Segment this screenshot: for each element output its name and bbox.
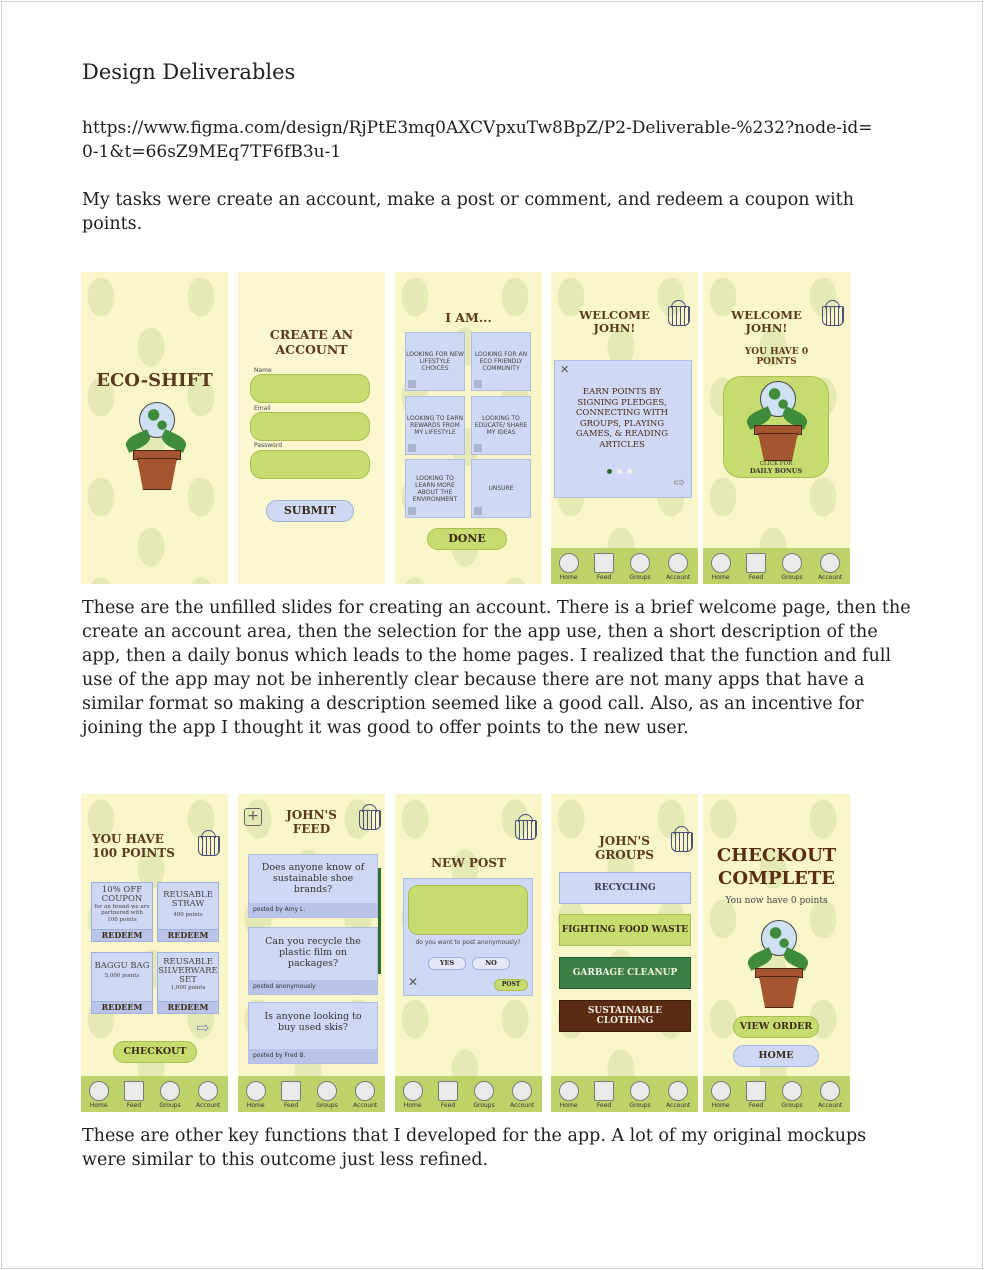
feed-post[interactable]: Is anyone looking to buy used skis? posted by Fred B. (248, 1002, 378, 1064)
nav-groups[interactable]: Groups (159, 1081, 180, 1112)
plant-globe-icon (121, 400, 191, 490)
nav-groups[interactable]: Groups (473, 1081, 494, 1112)
scrollbar[interactable] (378, 868, 381, 974)
new-post-screen (395, 794, 542, 1112)
nav-groups[interactable]: Groups (629, 1081, 650, 1112)
nav-feed[interactable]: Feed (438, 1081, 458, 1112)
checkout-button[interactable]: CHECKOUT (113, 1041, 197, 1063)
i-am-title: I AM... (445, 310, 492, 325)
bottom-nav (551, 1076, 698, 1112)
nav-home[interactable]: Home (89, 1081, 109, 1112)
basket-icon[interactable] (671, 832, 693, 852)
feed-icon (124, 1081, 144, 1101)
person-icon (668, 553, 688, 573)
daily-bonus-button[interactable] (723, 376, 829, 478)
nav-feed[interactable]: Feed (594, 553, 614, 584)
points-text: YOU HAVE 0 POINTS (744, 347, 809, 367)
redeem-button[interactable]: REDEEM (92, 929, 152, 941)
new-post-title: NEW POST (431, 856, 506, 870)
person-icon (668, 1081, 688, 1101)
nav-groups[interactable]: Groups (781, 553, 802, 584)
next-arrow-icon[interactable]: ⇨ (673, 475, 685, 491)
nav-feed[interactable]: Feed (746, 553, 766, 584)
handshake-icon (782, 553, 802, 573)
pager-dots (607, 469, 632, 474)
coupon-card: 10% OFF COUPON for an brand we are partnered with 100 points REDEEM (91, 882, 153, 942)
caption-account-flow: These are the unfilled slides for creating an account. There is a brief welcome page, then the create an account area, then the selection for the app use, then a short description of the app, then a daily bonus which leads to the home pages. I realized that the function and full use of the app may not be inherently clear because there are not many apps that have a similar format so making a description seemed like a good call. Also, as an incentive for joining the app I thought it was good to offer points to the new user. (82, 598, 911, 738)
nav-account[interactable]: Account (510, 1081, 534, 1112)
redeem-button[interactable]: REDEEM (158, 929, 218, 941)
nav-account[interactable]: Account (196, 1081, 220, 1112)
person-icon (820, 553, 840, 573)
handshake-icon (782, 1081, 802, 1101)
coupon-card: REUSABLE SILVERWARE SET 1,000 points REDEEM (157, 952, 219, 1014)
nav-feed[interactable]: Feed (746, 1081, 766, 1112)
basket-icon[interactable] (822, 306, 844, 326)
bonus-text: DAILY BONUS (749, 467, 803, 475)
tasks-paragraph: My tasks were create an account, make a post or comment, and redeem a coupon with points. (82, 190, 854, 234)
page-title: Design Deliverables (82, 60, 296, 84)
redeem-button[interactable]: REDEEM (92, 1001, 152, 1013)
splash-screen (81, 272, 228, 584)
nav-feed[interactable]: Feed (281, 1081, 301, 1112)
nav-account[interactable]: Account (818, 553, 842, 584)
plant-globe-icon (742, 381, 812, 461)
email-label: Email (254, 405, 271, 412)
password-field[interactable] (250, 450, 370, 479)
signup-title: CREATE AN ACCOUNT (269, 327, 354, 357)
close-icon[interactable]: ✕ (560, 363, 570, 376)
basket-icon[interactable] (359, 810, 381, 830)
nav-feed[interactable]: Feed (124, 1081, 144, 1112)
nav-home[interactable]: Home (403, 1081, 423, 1112)
groups-title: JOHN'S GROUPS (595, 834, 654, 862)
nav-groups[interactable]: Groups (316, 1081, 337, 1112)
handshake-icon (474, 1081, 494, 1101)
anonymous-question: do you want to post anonymously? (415, 939, 521, 946)
name-field[interactable] (250, 374, 370, 403)
globe-icon (246, 1081, 266, 1101)
caption-key-functions: These are other key functions that I developed for the app. A lot of my original mockups were similar to this outcome just less refined. (82, 1126, 867, 1170)
option-card[interactable]: LOOKING FOR NEW LIFESTYLE CHOICES (405, 332, 465, 391)
feed-title: JOHN'S FEED (286, 808, 337, 836)
nav-account[interactable]: Account (818, 1081, 842, 1112)
checkout-title: CHECKOUT COMPLETE (716, 845, 837, 889)
nav-groups[interactable]: Groups (629, 553, 650, 584)
option-card[interactable]: LOOKING FOR AN ECO FRIENDLY COMMUNITY (471, 332, 531, 391)
feed-post[interactable]: Does anyone know of sustainable shoe brands? posted by Amy L. (248, 854, 378, 918)
click-text: CLICK FOR (759, 461, 793, 467)
new-post-card (403, 878, 533, 996)
yes-button[interactable]: YES (428, 957, 466, 970)
close-icon[interactable]: ✕ (408, 975, 419, 989)
nav-home[interactable]: Home (711, 553, 731, 584)
submit-button[interactable]: SUBMIT (266, 500, 354, 522)
feed-icon (281, 1081, 301, 1101)
handshake-icon (630, 1081, 650, 1101)
basket-icon[interactable] (198, 836, 220, 856)
name-label: Name (254, 367, 272, 374)
feed-icon (746, 553, 766, 573)
nav-home[interactable]: Home (559, 1081, 579, 1112)
feed-icon (594, 553, 614, 573)
email-field[interactable] (250, 412, 370, 441)
nav-account[interactable]: Account (666, 553, 690, 584)
globe-icon (559, 1081, 579, 1101)
daily-bonus-screen (703, 272, 850, 584)
handshake-icon (630, 553, 650, 573)
coupon-card: BAGGU BAG 5,000 points REDEEM (91, 952, 153, 1014)
post-button[interactable]: POST (494, 979, 528, 991)
nav-account[interactable]: Account (353, 1081, 377, 1112)
globe-icon (89, 1081, 109, 1101)
option-card[interactable]: UNSURE (471, 459, 531, 518)
rewards-screen (81, 794, 228, 1112)
person-icon (512, 1081, 532, 1101)
nav-home[interactable]: Home (246, 1081, 266, 1112)
no-button[interactable]: NO (472, 957, 510, 970)
nav-home[interactable]: Home (559, 553, 579, 584)
globe-icon (559, 553, 579, 573)
next-arrow-icon[interactable]: ⇨ (196, 1018, 210, 1037)
nav-feed[interactable]: Feed (594, 1081, 614, 1112)
option-card[interactable]: LOOKING TO EDUCATE/ SHARE MY IDEAS (471, 396, 531, 455)
group-fighting-food-waste[interactable]: FIGHTING FOOD WASTE (559, 914, 691, 946)
group-garbage-cleanup[interactable]: GARBAGE CLEANUP (559, 957, 691, 989)
signup-screen (238, 272, 385, 584)
post-text-input[interactable] (408, 885, 528, 935)
handshake-icon (160, 1081, 180, 1101)
app-name: ECO-SHIFT (96, 370, 213, 391)
globe-icon (711, 553, 731, 573)
nav-groups[interactable]: Groups (781, 1081, 802, 1112)
done-button[interactable]: DONE (427, 528, 507, 550)
globe-icon (711, 1081, 731, 1101)
bottom-nav (81, 1076, 228, 1112)
view-order-button[interactable]: VIEW ORDER (733, 1016, 819, 1038)
coupon-card: REUSABLE STRAW 400 points REDEEM (157, 882, 219, 942)
feed-screen (238, 794, 385, 1112)
checkout-complete-screen (703, 794, 850, 1112)
points-remaining: You now have 0 points (725, 896, 828, 906)
feed-icon (438, 1081, 458, 1101)
welcome-title: WELCOME JOHN! (579, 308, 650, 335)
group-recycling[interactable]: RECYCLING (559, 872, 691, 904)
feed-icon (594, 1081, 614, 1101)
bottom-nav (395, 1076, 542, 1112)
basket-icon[interactable] (515, 820, 537, 840)
globe-icon (403, 1081, 423, 1101)
person-icon (198, 1081, 218, 1101)
nav-home[interactable]: Home (711, 1081, 731, 1112)
feed-post[interactable]: Can you recycle the plastic film on packages? posted anonymously (248, 927, 378, 995)
groups-screen (551, 794, 698, 1112)
bottom-nav (238, 1076, 385, 1112)
bonus-title: WELCOME JOHN! (731, 308, 802, 335)
person-icon (355, 1081, 375, 1101)
home-button[interactable]: HOME (733, 1045, 819, 1067)
group-sustainable-clothing[interactable]: SUSTAINABLE CLOTHING (559, 1000, 691, 1032)
option-card[interactable]: LOOKING TO EARN REWARDS FROM MY LIFESTYLE (405, 396, 465, 455)
add-post-icon[interactable]: + (244, 808, 262, 826)
bottom-nav (703, 1076, 850, 1112)
figma-link[interactable]: https://www.figma.com/design/RjPtE3mq0AXCVpxuTw8BpZ/P2-Deliverable-%232?node-id=0-1&t=66sZ9MEq7TF6fB3u-1 (82, 118, 873, 162)
option-card[interactable]: LOOKING TO LEARN MORE ABOUT THE ENVIRONMENT (405, 459, 465, 518)
feed-icon (746, 1081, 766, 1101)
rewards-title: YOU HAVE 100 POINTS (92, 832, 175, 860)
handshake-icon (317, 1081, 337, 1101)
person-icon (820, 1081, 840, 1101)
redeem-button[interactable]: REDEEM (158, 1001, 218, 1013)
intro-card (554, 360, 692, 498)
nav-account[interactable]: Account (666, 1081, 690, 1112)
i-am-screen (395, 272, 542, 584)
welcome-screen (551, 272, 698, 584)
basket-icon[interactable] (668, 306, 690, 326)
password-label: Password (254, 442, 283, 449)
plant-globe-icon (743, 918, 813, 1008)
intro-text: EARN POINTS BY SIGNING PLEDGES, CONNECTING WITH GROUPS, PLAYING GAMES, & READING ARTICLES (575, 387, 669, 450)
bottom-nav (551, 548, 698, 584)
bottom-nav (703, 548, 850, 584)
